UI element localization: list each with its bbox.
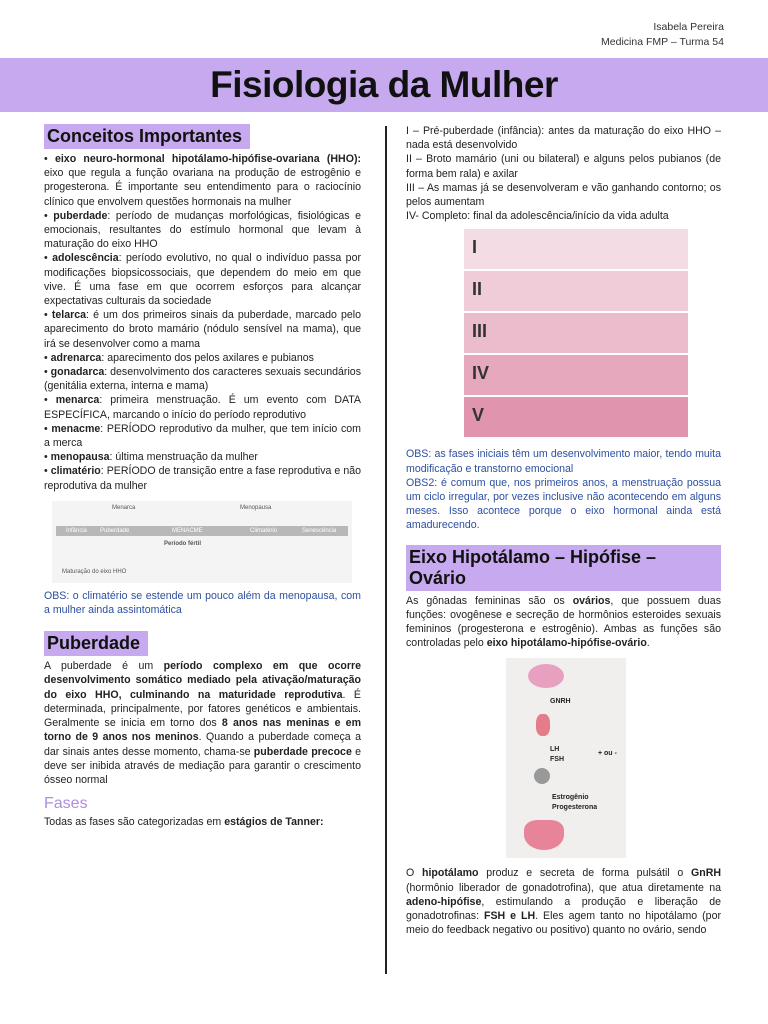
timeline-periodo-fertil: Período fértil	[164, 540, 202, 547]
concept-text: eixo que regula a função ovariana na produção de estrogênio e progesterona. É importante seu entendimento para o raciocínio clínico que envolvem questões hormonais na mulher	[44, 167, 361, 208]
diagram-feedback: + ou -	[598, 750, 617, 758]
timeline-menopausa: Menopausa	[240, 504, 272, 511]
tanner-row	[464, 355, 688, 395]
brain-icon	[528, 664, 564, 688]
concept-adrenarca	[44, 351, 361, 365]
hipotalamo-paragraph: O hipotálamo produz e secreta de forma pulsátil o GnRH (hormônio liberador de gonadotrofina), que atua diretamente na adeno-hipófise, estimulando a produção e liberação de gonadotrofinas: FSH e LH. Eles agem tanto no hipotálamo (por meio do feedback negativo ou positivo) quanto no ovário, sendo	[406, 867, 721, 937]
author-course: Medicina FMP – Turma 54	[601, 36, 724, 48]
right-column	[406, 124, 721, 937]
column-divider	[385, 126, 387, 974]
tanner-stage-ii: II – Broto mamário (uni ou bilateral) e alguns pelos pubianos (de forma bem rala) e axilar	[406, 153, 721, 180]
timeline-menacme: MENACME	[172, 527, 203, 534]
diagram-gnrh: GNRH	[550, 698, 571, 706]
concept-text: : PERÍODO reprodutivo da mulher, que tem início com a merca	[44, 422, 361, 450]
puberdade-heading: Puberdade	[44, 631, 148, 656]
concept-text: : primeira menstruação. É um evento com DATA ESPECÍFICA, marcando o início do período reprodutivo	[44, 394, 361, 421]
concept-text: : última menstruação da mulher	[109, 451, 258, 464]
conceitos-heading: Conceitos Importantes	[44, 124, 250, 149]
diagram-estrogenio: Estrogênio	[552, 794, 589, 802]
concept-term: telarca	[51, 309, 87, 322]
diagram-progesterona: Progesterona	[552, 804, 598, 812]
concept-text: : desenvolvimento dos caracteres sexuais secundários (genitália externa, interna e mama)	[44, 366, 361, 393]
tanner-label: V	[472, 405, 485, 426]
tanner-stage-i: I – Pré-puberdade (infância): antes da maturação do eixo HHO – nada está desenvolvido	[406, 125, 721, 152]
tanner-stage-iv: IV- Completo: final da adolescência/início da vida adulta	[406, 210, 669, 223]
timeline-climaterio: Climatério	[250, 527, 278, 534]
fases-heading: Fases	[44, 795, 88, 813]
tanner-label: I	[472, 237, 478, 258]
concept-term: adrenarca	[50, 351, 102, 364]
concept-term: climatério	[50, 465, 101, 478]
tanner-label: IV	[472, 363, 490, 384]
concept-term: puberdade	[53, 209, 108, 222]
tanner-label: III	[472, 321, 488, 342]
eixo-paragraph: As gônadas femininas são os ovários, que possuem duas funções: ovogênese e secreção de hormônios esteroides sexuais femininos (progesterona e estrogênio). Ambas as funções são controladas pelo eixo hipotálamo-hipófise-ovário.	[406, 594, 721, 650]
uterus-icon	[524, 820, 564, 850]
timeline-maturacao: Maturação do eixo HHO	[62, 568, 127, 575]
left-column	[44, 124, 361, 829]
obs2-menstruacao: OBS2: é comum que, nos primeiros anos, a menstruação possua um ciclo irregular, por vezes inclusive não acontecendo em alguns meses. Isso acontece porque o eixo hormonal ainda está amadurecendo.	[406, 476, 721, 532]
concept-text: : aparecimento dos pelos axilares e pubianos	[101, 351, 314, 364]
concept-adolescencia	[44, 251, 361, 308]
concept-gonadarca	[44, 365, 361, 393]
diagram-fsh: FSH	[550, 756, 564, 764]
concept-menarca	[44, 393, 361, 421]
obs-fases: OBS: as fases iniciais têm um desenvolvimento maior, tendo muita modificação e transtorno emocional	[406, 448, 721, 475]
author-name: Isabela Pereira	[653, 21, 724, 33]
concept-menopausa	[44, 450, 361, 464]
concept-term: adolescência	[52, 252, 119, 265]
timeline-figure	[52, 501, 352, 583]
tanner-row	[464, 397, 688, 437]
concept-puberdade	[44, 209, 361, 252]
concept-hho	[44, 152, 361, 209]
concept-term: gonadarca	[50, 366, 105, 379]
concept-term: menacme	[51, 422, 101, 435]
concept-text: : período de mudanças morfológicas, fisiológicas e emocionais, resultantes do estímulo hormonal que levam à maturação do eixo HHO	[44, 209, 361, 251]
title-band	[0, 58, 768, 112]
puberdade-paragraph: A puberdade é um período complexo em que ocorre desenvolvimento somático mediado pela ativação/maturação do eixo HHO, culminando na maturidade reprodutiva. É determinada, principalmente, por fatores genéticos e ambientais. Geralmente se inicia em torno dos 8 anos nas meninas e em torno de 9 anos nos meninos. Quando a puberdade começa a dar sinais antes desse momento, chama-se puberdade precoce e deve ser inibida através de mediação para garantir o crescimento ósseo normal	[44, 660, 361, 786]
page-title: Fisiologia da Mulher	[210, 64, 558, 105]
author-block	[601, 20, 724, 50]
concept-menacme	[44, 422, 361, 450]
timeline-menarca: Menarca	[112, 504, 136, 511]
pituitary-icon	[536, 714, 550, 736]
concepts-list	[44, 152, 361, 493]
concept-term: menarca	[55, 394, 100, 407]
hho-axis-diagram	[506, 658, 626, 858]
tanner-row	[464, 271, 688, 311]
tanner-row	[464, 229, 688, 269]
concept-climaterio	[44, 464, 361, 492]
eixo-heading: Eixo Hipotálamo – Hipófise – Ovário	[406, 545, 721, 591]
obs-climaterio: OBS: o climatério se estende um pouco além da menopausa, com a mulher ainda assintomática	[44, 589, 361, 617]
tanner-label: II	[472, 279, 483, 300]
diagram-lh: LH	[550, 746, 560, 754]
concept-text: : período evolutivo, no qual o indivíduo passa por modificações biopsicossociais, que dependem do meio em que vive. É uma fase em que ocorrem esforços para alcançar expectativas culturais da sociedade	[44, 252, 361, 308]
tanner-figure	[464, 229, 688, 439]
tanner-stage-iii: III – As mamas já se desenvolveram e vão ganhando contorno; os pelos aumentam	[406, 181, 721, 209]
concept-term: menopausa	[50, 451, 110, 464]
concept-text: : é um dos primeiros sinais da puberdade, marcado pelo aparecimento do broto mamário (nódulo sensível na mama), que irá se desenvolver como a mama	[44, 309, 362, 350]
timeline-senescencia: Senescência	[302, 527, 337, 534]
fases-paragraph: Todas as fases são categorizadas em estágios de Tanner:	[44, 816, 324, 829]
ovary-icon	[534, 768, 550, 784]
concept-telarca	[44, 308, 361, 351]
tanner-row	[464, 313, 688, 353]
concept-term: eixo neuro-hormonal hipotálamo-hipófise-ovariana (HHO):	[54, 153, 361, 165]
timeline-infancia: Infância	[66, 527, 88, 534]
concept-text: : PERÍODO de transição entre a fase reprodutiva e não reprodutiva da mulher	[44, 465, 362, 492]
timeline-puberdade: Puberdade	[100, 527, 130, 534]
